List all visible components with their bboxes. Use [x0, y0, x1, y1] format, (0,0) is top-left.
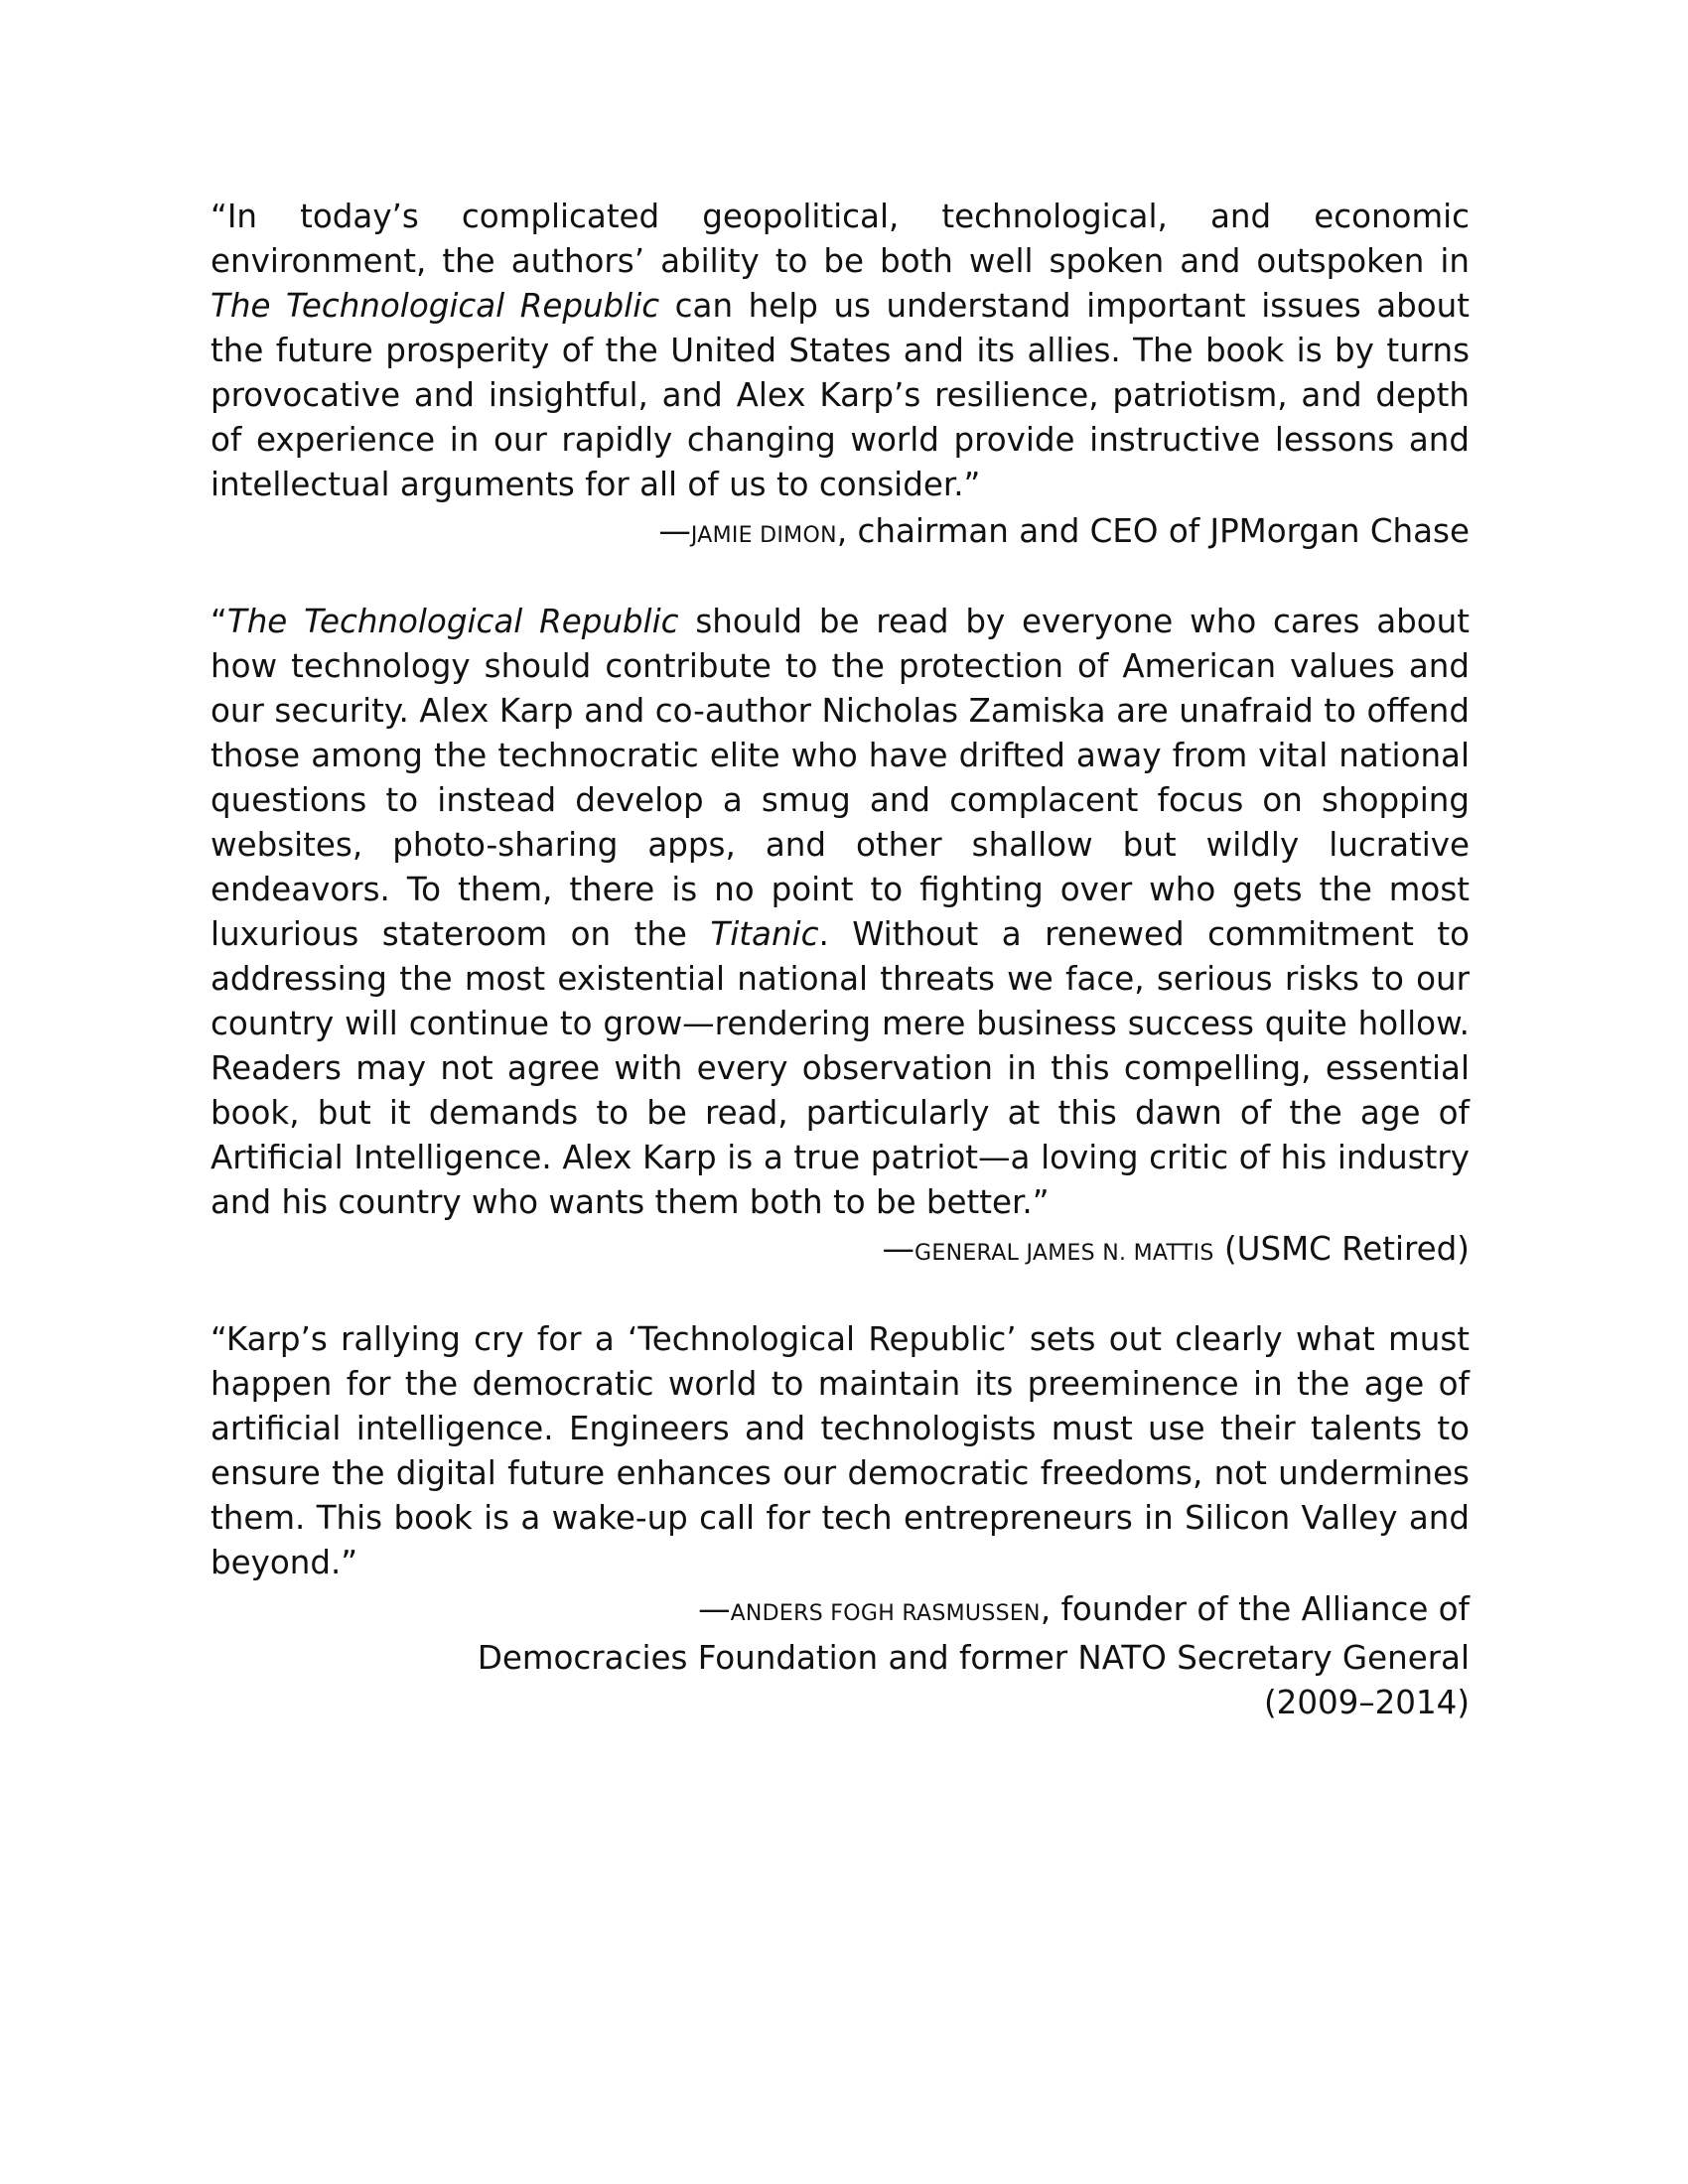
quote-text: can help us understand important issues about the future prosperity of the United States and its allies. The book is by turns provocative and insightful, and Alex Karp’s resilience, patriotism, and depth of experience in our rapidly changing world provide instructive lessons and intellectual arguments for all of us to consider.” [211, 287, 1470, 503]
testimonial-quote-rasmussen [211, 1317, 1470, 1585]
attribution-role: (USMC Retired) [1213, 1230, 1470, 1268]
attribution-rasmussen [211, 1587, 1470, 1636]
attribution-mattis [211, 1227, 1470, 1276]
attribution-dimon [211, 509, 1470, 558]
quote-text: “In today’s complicated geopolitical, technological, and economic environment, the authors’ ability to be both well spoken and outspoken in [211, 198, 1470, 280]
attribution-dash: — [882, 1230, 915, 1268]
attribution-rasmussen-line2: Democracies Foundation and former NATO Secretary General [477, 1639, 1470, 1677]
attribution-rasmussen-line3: (2009–2014) [1263, 1684, 1470, 1721]
attribution-role: , founder of the Alliance of [1040, 1590, 1470, 1628]
attribution-name: ANDERS FOGH RASMUSSEN [730, 1601, 1041, 1626]
attribution-dash: — [698, 1590, 731, 1628]
book-title: The Technological Republic [226, 603, 679, 640]
quote-text: . Without a renewed commitment to addressing the most existential national threats we face, serious risks to our country will continue to grow—rendering mere business success quite hollow. Readers may not agree with every observation in this compelling, essential book, but it demands to be read, particularly at this dawn of the age of Artificial Intelligence. Alex Karp is a true patriot—a loving critic of his industry and his country who wants them both to be better.” [211, 915, 1471, 1221]
ship-name: Titanic [710, 915, 819, 953]
attribution-role: , chairman and CEO of JPMorgan Chase [836, 512, 1470, 550]
attribution-dash: — [658, 512, 691, 550]
book-title: The Technological Republic [211, 287, 660, 325]
testimonial-quote-mattis [211, 600, 1470, 1225]
testimonial-quote-dimon [211, 195, 1470, 507]
attribution-name: GENERAL JAMES N. MATTIS [914, 1241, 1214, 1266]
attribution-name: JAMIE DIMON [690, 523, 837, 548]
endorsements-page [211, 195, 1470, 1725]
quote-text: should be read by everyone who cares about how technology should contribute to the protection of American values and our security. Alex Karp and co-author Nicholas Zamiska are unafraid to offend those among the technocratic elite who have drifted away from vital national questions to instead develop a smug and complacent focus on shopping websites, photo-sharing apps, and other shallow but wildly lucrative endeavors. To them, there is no point to fighting over who gets the most luxurious stateroom on the [211, 603, 1470, 953]
open-quote: “ [211, 603, 227, 640]
quote-text: “Karp’s rallying cry for a ‘Technological Republic’ sets out clearly what must happen for the democratic world to maintain its preeminence in the age of artificial intelligence. Engineers and technologists must use their talents to ensure the digital future enhances our democratic freedoms, not undermines them. This book is a wake-up call for tech entrepreneurs in Silicon Valley and beyond.” [211, 1320, 1470, 1581]
